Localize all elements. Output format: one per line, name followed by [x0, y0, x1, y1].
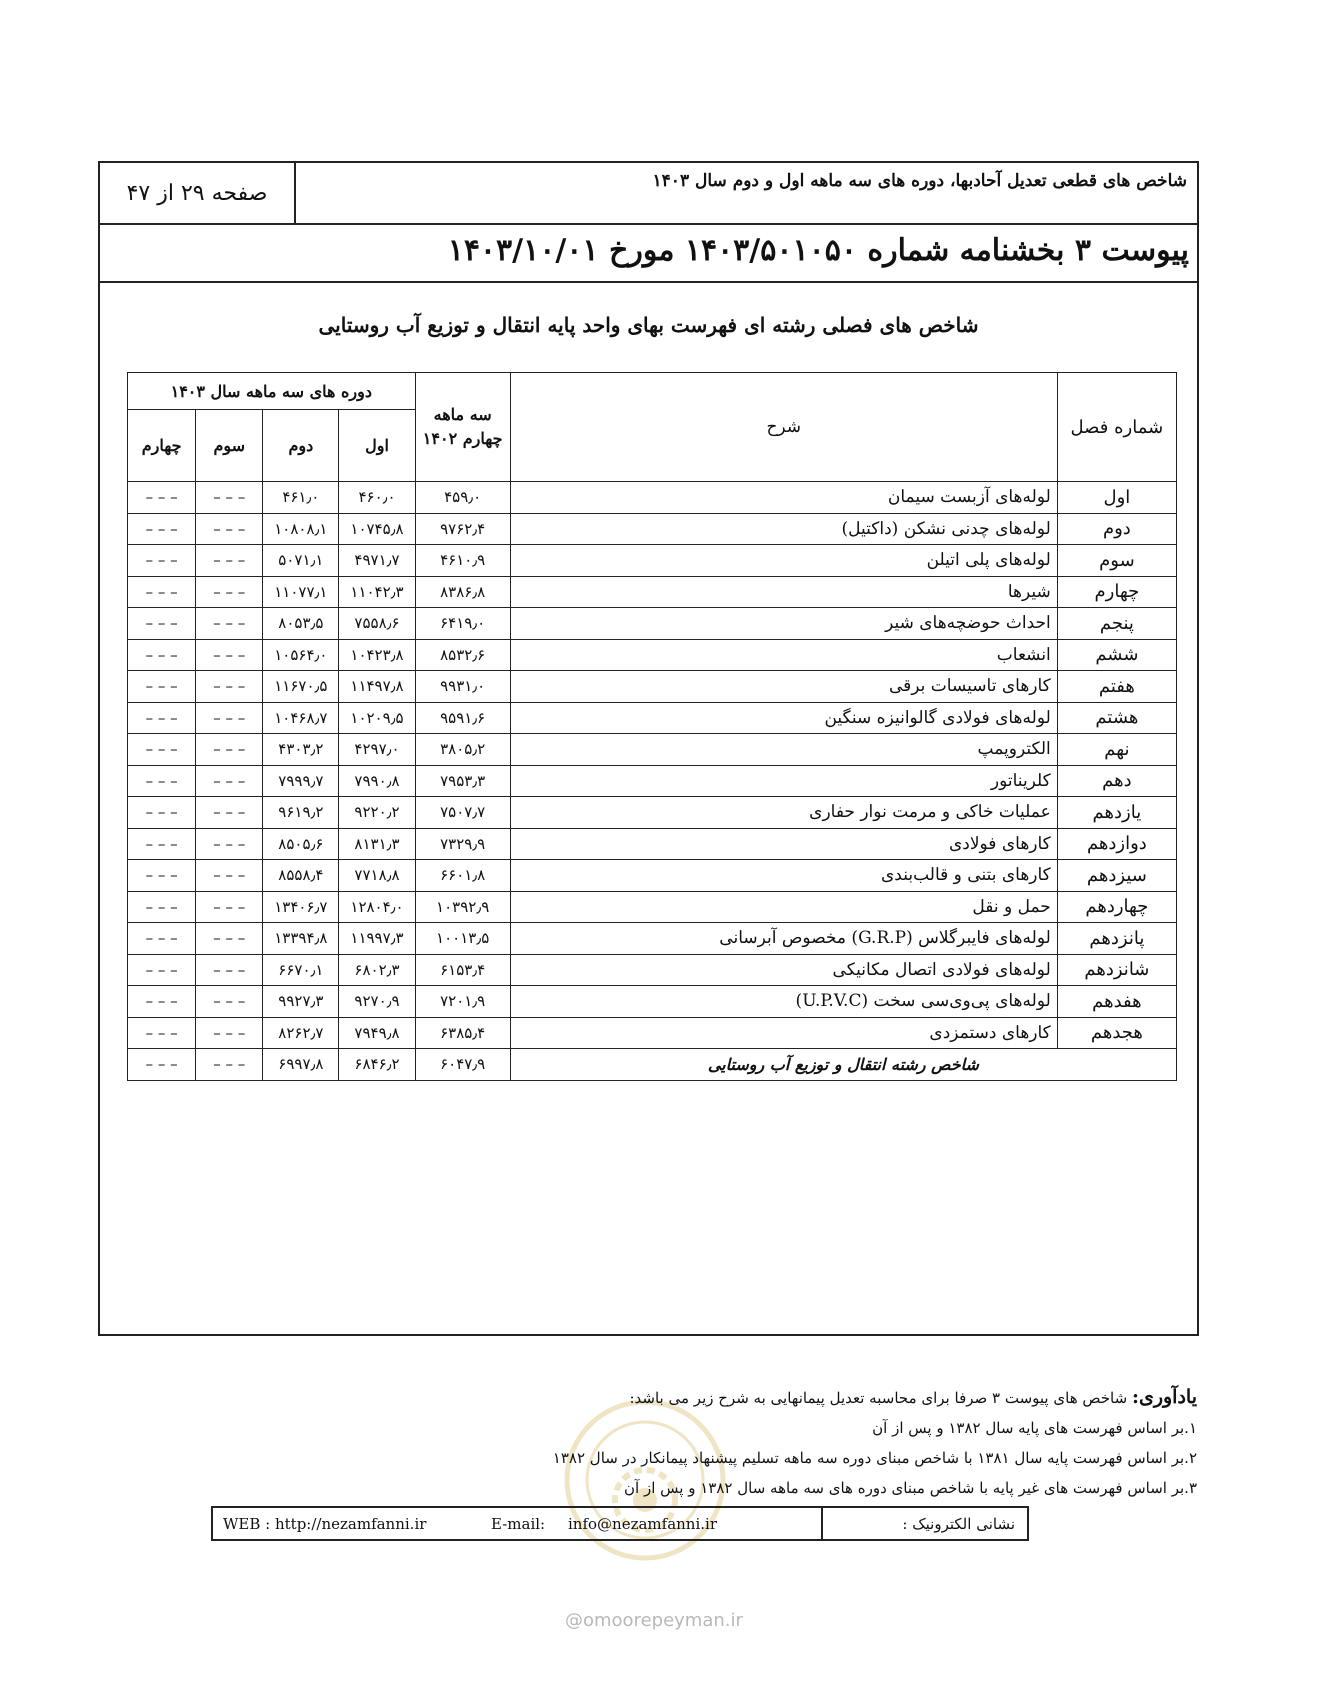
cell-q1: ۱۰۷۴۵٫۸ — [339, 513, 415, 545]
cell-q2: ۹۶۱۹٫۲ — [263, 797, 339, 829]
cell-description: الکتروپمپ — [510, 734, 1057, 766]
cell-chapter: دهم — [1057, 765, 1176, 797]
cell-description: لوله‌های فولادی گالوانیزه سنگین — [510, 702, 1057, 734]
cell-chapter: شانزدهم — [1057, 954, 1176, 986]
cell-description: کارهای فولادی — [510, 828, 1057, 860]
cell-q4: – – – — [128, 482, 196, 514]
cell-q1: ۴۹۷۱٫۷ — [339, 545, 415, 577]
cell-q1: ۷۹۴۹٫۸ — [339, 1017, 415, 1049]
cell-q1: ۱۱۴۹۷٫۸ — [339, 671, 415, 703]
cell-q2: ۸۰۵۳٫۵ — [263, 608, 339, 640]
watermark-handle: @omoorepeyman.ir — [565, 1610, 743, 1631]
cell-chapter: سوم — [1057, 545, 1176, 577]
column-header-previous-quarter — [415, 373, 510, 482]
cell-q3: – – – — [196, 765, 263, 797]
cell-q2: ۱۱۶۷۰٫۵ — [263, 671, 339, 703]
cell-q4: – – – — [128, 576, 196, 608]
cell-description: لوله‌های فایبرگلاس (G.R.P) مخصوص آبرسانی — [510, 923, 1057, 955]
cell-q2: ۶۶۷۰٫۱ — [263, 954, 339, 986]
table-row — [128, 482, 1177, 514]
cell-previous: ۸۳۸۶٫۸ — [415, 576, 510, 608]
total-q1: ۶۸۴۶٫۲ — [339, 1049, 415, 1081]
cell-chapter: چهارم — [1057, 576, 1176, 608]
table-row — [128, 734, 1177, 766]
cell-previous: ۷۹۵۳٫۳ — [415, 765, 510, 797]
column-header-description: شرح — [510, 373, 1057, 482]
cell-chapter: هفتم — [1057, 671, 1176, 703]
cell-previous: ۴۵۹٫۰ — [415, 482, 510, 514]
cell-previous: ۷۳۲۹٫۹ — [415, 828, 510, 860]
cell-chapter: دوازدهم — [1057, 828, 1176, 860]
table-body — [128, 482, 1177, 1049]
table-row — [128, 671, 1177, 703]
cell-q1: ۱۰۲۰۹٫۵ — [339, 702, 415, 734]
cell-description: شیرها — [510, 576, 1057, 608]
cell-previous: ۶۴۱۹٫۰ — [415, 608, 510, 640]
cell-description: لوله‌های پی‌وی‌سی سخت (U.P.V.C) — [510, 986, 1057, 1018]
contact-label: نشانی الکترونیک : — [821, 1508, 1027, 1539]
cell-q2: ۱۳۴۰۶٫۷ — [263, 891, 339, 923]
table-row — [128, 797, 1177, 829]
cell-previous: ۸۵۳۲٫۶ — [415, 639, 510, 671]
cell-q1: ۱۱۹۹۷٫۳ — [339, 923, 415, 955]
cell-q4: – – – — [128, 1017, 196, 1049]
column-header-periods: دوره های سه ماهه سال ۱۴۰۳ — [128, 373, 416, 410]
table-row — [128, 702, 1177, 734]
annex-title: پیوست ۳ بخشنامه شماره ۱۴۰۳/۵۰۱۰۵۰ مورخ ۱۴۰۳/۱۰/۰۱ — [447, 233, 1189, 268]
cell-description: حمل و نقل — [510, 891, 1057, 923]
cell-q2: ۸۲۶۲٫۷ — [263, 1017, 339, 1049]
cell-q3: – – – — [196, 702, 263, 734]
cell-q4: – – – — [128, 734, 196, 766]
cell-q1: ۷۵۵۸٫۶ — [339, 608, 415, 640]
cell-q4: – – – — [128, 986, 196, 1018]
cell-q3: – – – — [196, 1017, 263, 1049]
cell-chapter: اول — [1057, 482, 1176, 514]
cell-q2: ۹۹۲۷٫۳ — [263, 986, 339, 1018]
cell-q4: – – – — [128, 923, 196, 955]
cell-previous: ۳۸۰۵٫۲ — [415, 734, 510, 766]
total-prev: ۶۰۴۷٫۹ — [415, 1049, 510, 1081]
cell-q2: ۷۹۹۹٫۷ — [263, 765, 339, 797]
cell-previous: ۶۱۵۳٫۴ — [415, 954, 510, 986]
cell-q3: – – – — [196, 513, 263, 545]
email-label: E-mail: — [491, 1515, 546, 1533]
cell-q2: ۱۰۵۶۴٫۰ — [263, 639, 339, 671]
document-frame — [98, 161, 1199, 1336]
cell-chapter: ششم — [1057, 639, 1176, 671]
notes-intro-line — [553, 1382, 1197, 1413]
cell-q1: ۸۱۳۱٫۳ — [339, 828, 415, 860]
cell-q3: – – – — [196, 482, 263, 514]
note-item: ۱.بر اساس فهرست های پایه سال ۱۳۸۲ و پس از آن — [872, 1419, 1197, 1437]
notes-section — [553, 1382, 1197, 1503]
column-header-chapter: شماره فصل — [1057, 373, 1176, 482]
cell-q2: ۱۳۳۹۴٫۸ — [263, 923, 339, 955]
table-row — [128, 765, 1177, 797]
table-row — [128, 860, 1177, 892]
cell-q3: – – – — [196, 923, 263, 955]
annex-row — [100, 225, 1197, 283]
cell-description: احداث حوضچه‌های شیر — [510, 608, 1057, 640]
cell-q2: ۸۵۰۵٫۶ — [263, 828, 339, 860]
total-label: شاخص رشته انتقال و توزیع آب روستایی — [510, 1049, 1176, 1081]
cell-chapter: سیزدهم — [1057, 860, 1176, 892]
cell-q4: – – – — [128, 765, 196, 797]
table-row — [128, 923, 1177, 955]
cell-q1: ۹۲۲۰٫۲ — [339, 797, 415, 829]
cell-description: کارهای دستمزدی — [510, 1017, 1057, 1049]
table-header-row — [128, 373, 1177, 410]
cell-q1: ۷۹۹۰٫۸ — [339, 765, 415, 797]
cell-previous: ۶۶۰۱٫۸ — [415, 860, 510, 892]
cell-q3: – – – — [196, 671, 263, 703]
cell-chapter: دوم — [1057, 513, 1176, 545]
cell-q4: – – – — [128, 513, 196, 545]
cell-q4: – – – — [128, 891, 196, 923]
cell-q1: ۱۲۸۰۴٫۰ — [339, 891, 415, 923]
cell-q4: – – – — [128, 954, 196, 986]
cell-chapter: هفدهم — [1057, 986, 1176, 1018]
table-row — [128, 891, 1177, 923]
header-row — [100, 163, 1197, 225]
cell-q4: – – – — [128, 639, 196, 671]
notes-intro: شاخص های پیوست ۳ صرفا برای محاسبه تعدیل پیمانهایی به شرح زیر می باشد: — [629, 1389, 1128, 1407]
table-row — [128, 513, 1177, 545]
column-header-q1: اول — [339, 410, 415, 482]
email-link[interactable]: info@nezamfanni.ir — [568, 1515, 717, 1533]
website-link[interactable]: WEB : http://nezamfanni.ir — [223, 1515, 427, 1533]
table-row — [128, 828, 1177, 860]
document-title: شاخص های قطعی تعدیل آحادبها، دوره های سه ماهه اول و دوم سال ۱۴۰۳ — [652, 171, 1187, 191]
cell-q1: ۴۲۹۷٫۰ — [339, 734, 415, 766]
cell-description: کلریناتور — [510, 765, 1057, 797]
cell-q3: – – – — [196, 639, 263, 671]
cell-q3: – – – — [196, 545, 263, 577]
cell-q3: – – – — [196, 608, 263, 640]
cell-q1: ۶۸۰۲٫۳ — [339, 954, 415, 986]
cell-q2: ۸۵۵۸٫۴ — [263, 860, 339, 892]
table-row — [128, 954, 1177, 986]
cell-q1: ۹۲۷۰٫۹ — [339, 986, 415, 1018]
cell-q2: ۴۶۱٫۰ — [263, 482, 339, 514]
cell-chapter: نهم — [1057, 734, 1176, 766]
table-title: شاخص های فصلی رشته ای فهرست بهای واحد پایه انتقال و توزیع آب روستایی — [318, 313, 979, 337]
cell-q3: – – – — [196, 860, 263, 892]
cell-q4: – – – — [128, 671, 196, 703]
cell-q3: – – – — [196, 891, 263, 923]
cell-q2: ۴۳۰۳٫۲ — [263, 734, 339, 766]
cell-description: عملیات خاکی و مرمت نوار حفاری — [510, 797, 1057, 829]
cell-previous: ۴۶۱۰٫۹ — [415, 545, 510, 577]
cell-q3: – – – — [196, 954, 263, 986]
cell-q3: – – – — [196, 734, 263, 766]
cell-description: لوله‌های چدنی نشکن (داکتیل) — [510, 513, 1057, 545]
cell-q3: – – – — [196, 797, 263, 829]
table-row — [128, 1017, 1177, 1049]
cell-chapter: پانزدهم — [1057, 923, 1176, 955]
cell-description: لوله‌های آزبست سیمان — [510, 482, 1057, 514]
cell-q4: – – – — [128, 608, 196, 640]
cell-q1: ۷۷۱۸٫۸ — [339, 860, 415, 892]
total-q4: – – – — [128, 1049, 196, 1081]
cell-q4: – – – — [128, 545, 196, 577]
column-header-q3: سوم — [196, 410, 263, 482]
cell-previous: ۹۵۹۱٫۶ — [415, 702, 510, 734]
cell-q4: – – – — [128, 702, 196, 734]
cell-chapter: هجدهم — [1057, 1017, 1176, 1049]
total-row — [128, 1049, 1177, 1081]
column-header-q2: دوم — [263, 410, 339, 482]
cell-previous: ۷۵۰۷٫۷ — [415, 797, 510, 829]
cell-q3: – – – — [196, 576, 263, 608]
cell-previous: ۶۳۸۵٫۴ — [415, 1017, 510, 1049]
cell-previous: ۹۷۶۲٫۴ — [415, 513, 510, 545]
total-q2: ۶۹۹۷٫۸ — [263, 1049, 339, 1081]
cell-previous: ۱۰۰۱۳٫۵ — [415, 923, 510, 955]
note-item: ۳.بر اساس فهرست های غیر پایه با شاخص مبنای دوره های سه ماهه سال ۱۳۸۲ و پس از آن — [624, 1479, 1197, 1497]
cell-q2: ۱۰۸۰۸٫۱ — [263, 513, 339, 545]
cell-previous: ۹۹۳۱٫۰ — [415, 671, 510, 703]
table-row — [128, 639, 1177, 671]
cell-q3: – – – — [196, 828, 263, 860]
cell-chapter: پنجم — [1057, 608, 1176, 640]
cell-q2: ۱۰۴۶۸٫۷ — [263, 702, 339, 734]
index-table — [127, 372, 1177, 1081]
cell-description: کارهای بتنی و قالب‌بندی — [510, 860, 1057, 892]
cell-chapter: چهاردهم — [1057, 891, 1176, 923]
cell-q4: – – – — [128, 860, 196, 892]
total-q3: – – – — [196, 1049, 263, 1081]
table-row — [128, 986, 1177, 1018]
prev-line2: چهارم ۱۴۰۲ — [422, 429, 503, 448]
notes-lead: یادآوری: — [1131, 1386, 1197, 1408]
note-item: ۲.بر اساس فهرست پایه سال ۱۳۸۱ با شاخص مبنای دوره سه ماهه تسلیم پیشنهاد پیمانکار در سال ۱۳۸۲ — [552, 1449, 1197, 1467]
page-number: صفحه ۲۹ از ۴۷ — [100, 163, 296, 223]
cell-previous: ۱۰۳۹۲٫۹ — [415, 891, 510, 923]
cell-chapter: هشتم — [1057, 702, 1176, 734]
table-row — [128, 608, 1177, 640]
cell-q4: – – – — [128, 797, 196, 829]
cell-description: کارهای تاسیسات برقی — [510, 671, 1057, 703]
cell-q4: – – – — [128, 828, 196, 860]
prev-line1: سه ماهه — [433, 405, 492, 424]
cell-previous: ۷۲۰۱٫۹ — [415, 986, 510, 1018]
cell-description: لوله‌های فولادی اتصال مکانیکی — [510, 954, 1057, 986]
cell-q1: ۱۱۰۴۲٫۳ — [339, 576, 415, 608]
cell-q2: ۵۰۷۱٫۱ — [263, 545, 339, 577]
cell-q2: ۱۱۰۷۷٫۱ — [263, 576, 339, 608]
column-header-q4: چهارم — [128, 410, 196, 482]
cell-q3: – – – — [196, 986, 263, 1018]
contact-box — [211, 1506, 1029, 1541]
cell-q1: ۱۰۴۲۳٫۸ — [339, 639, 415, 671]
cell-description: لوله‌های پلی اتیلن — [510, 545, 1057, 577]
table-row — [128, 576, 1177, 608]
table-row — [128, 545, 1177, 577]
cell-q1: ۴۶۰٫۰ — [339, 482, 415, 514]
cell-chapter: یازدهم — [1057, 797, 1176, 829]
cell-description: انشعاب — [510, 639, 1057, 671]
